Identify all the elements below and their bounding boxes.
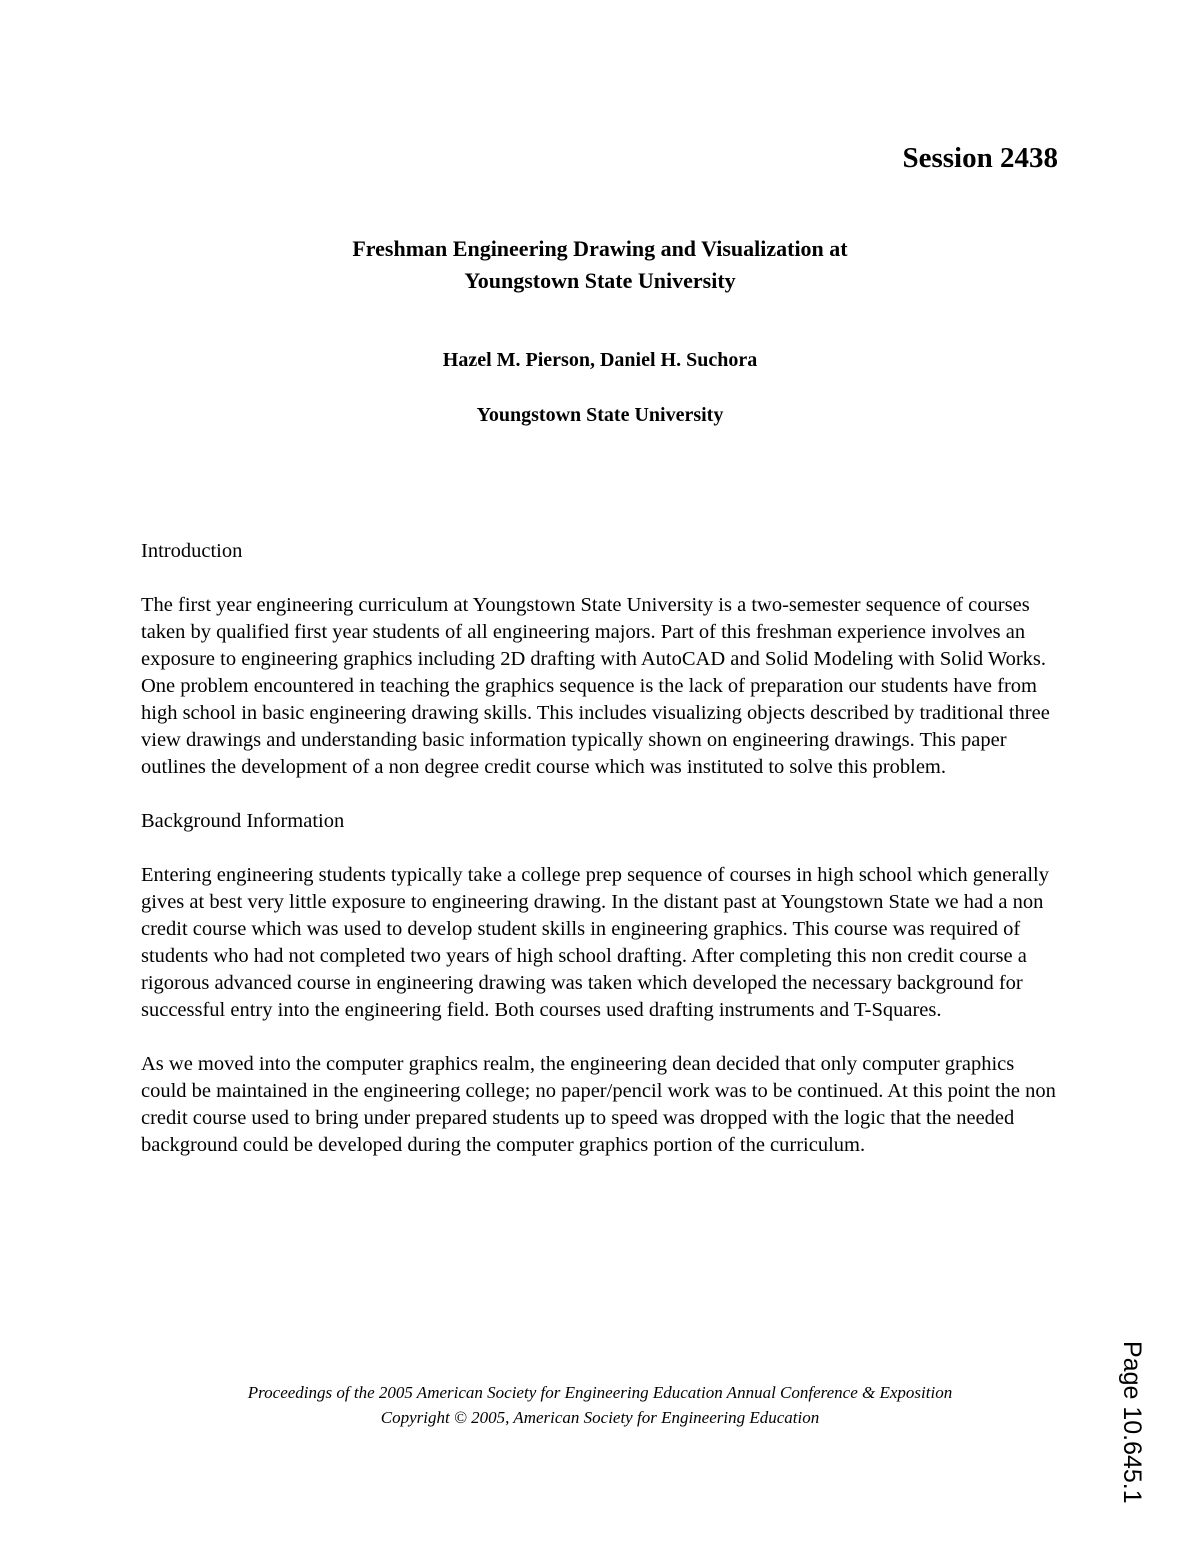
background-paragraph-2: As we moved into the computer graphics realm, the engineering dean decided that only computer graphics could be maintained in the engineering college; no paper/pencil work was to be continued. At this point the non credit course used to bring under prepared students up to speed was dropped with the logic that the needed background could be developed during the computer graphics portion of the curriculum. — [141, 1053, 1056, 1156]
paper-title — [0, 233, 1200, 297]
background-paragraph-1: Entering engineering students typically take a college prep sequence of courses in high school which generally gives at best very little exposure to engineering drawing. In the distant past at Youngstown State we had a non credit course which was used to develop student skills in engineering graphics. This course was required of students who had not completed two years of high school drafting. After completing this non credit course a rigorous advanced course in engineering drawing was taken which developed the necessary background for successful entry into the engineering field. Both courses used drafting instruments and T-Squares. — [141, 864, 1049, 1021]
paper-body — [141, 538, 1061, 1186]
proceedings-footer — [0, 1380, 1200, 1430]
page-number: Page 10.645.1 — [1118, 1341, 1146, 1504]
introduction-paragraph: The first year engineering curriculum at Youngstown State University is a two-semester sequence of courses taken by qualified first year students of all engineering majors. Part of this freshman experience involves an exposure to engineering graphics including 2D drafting with AutoCAD and Solid Modeling with Solid Works. One problem encountered in teaching the graphics sequence is the lack of preparation our students have from high school in basic engineering drawing skills. This includes visualizing objects described by traditional three view drawings and understanding basic information typically shown on engineering drawings. This paper outlines the development of a non degree credit course which was instituted to solve this problem. — [141, 594, 1050, 778]
paper-title-line-1: Freshman Engineering Drawing and Visualization at — [352, 236, 848, 261]
background-heading: Background Information — [141, 810, 345, 832]
copyright-line: Copyright © 2005, American Society for Engineering Education — [380, 1408, 820, 1427]
paper-title-line-2: Youngstown State University — [464, 268, 736, 293]
author-affiliation: Youngstown State University — [476, 404, 724, 426]
session-number: Session 2438 — [902, 142, 1058, 174]
author-list: Hazel M. Pierson, Daniel H. Suchora — [442, 349, 758, 371]
introduction-heading: Introduction — [141, 540, 243, 562]
proceedings-line: Proceedings of the 2005 American Society for Engineering Education Annual Conference & Exposition — [247, 1383, 953, 1402]
